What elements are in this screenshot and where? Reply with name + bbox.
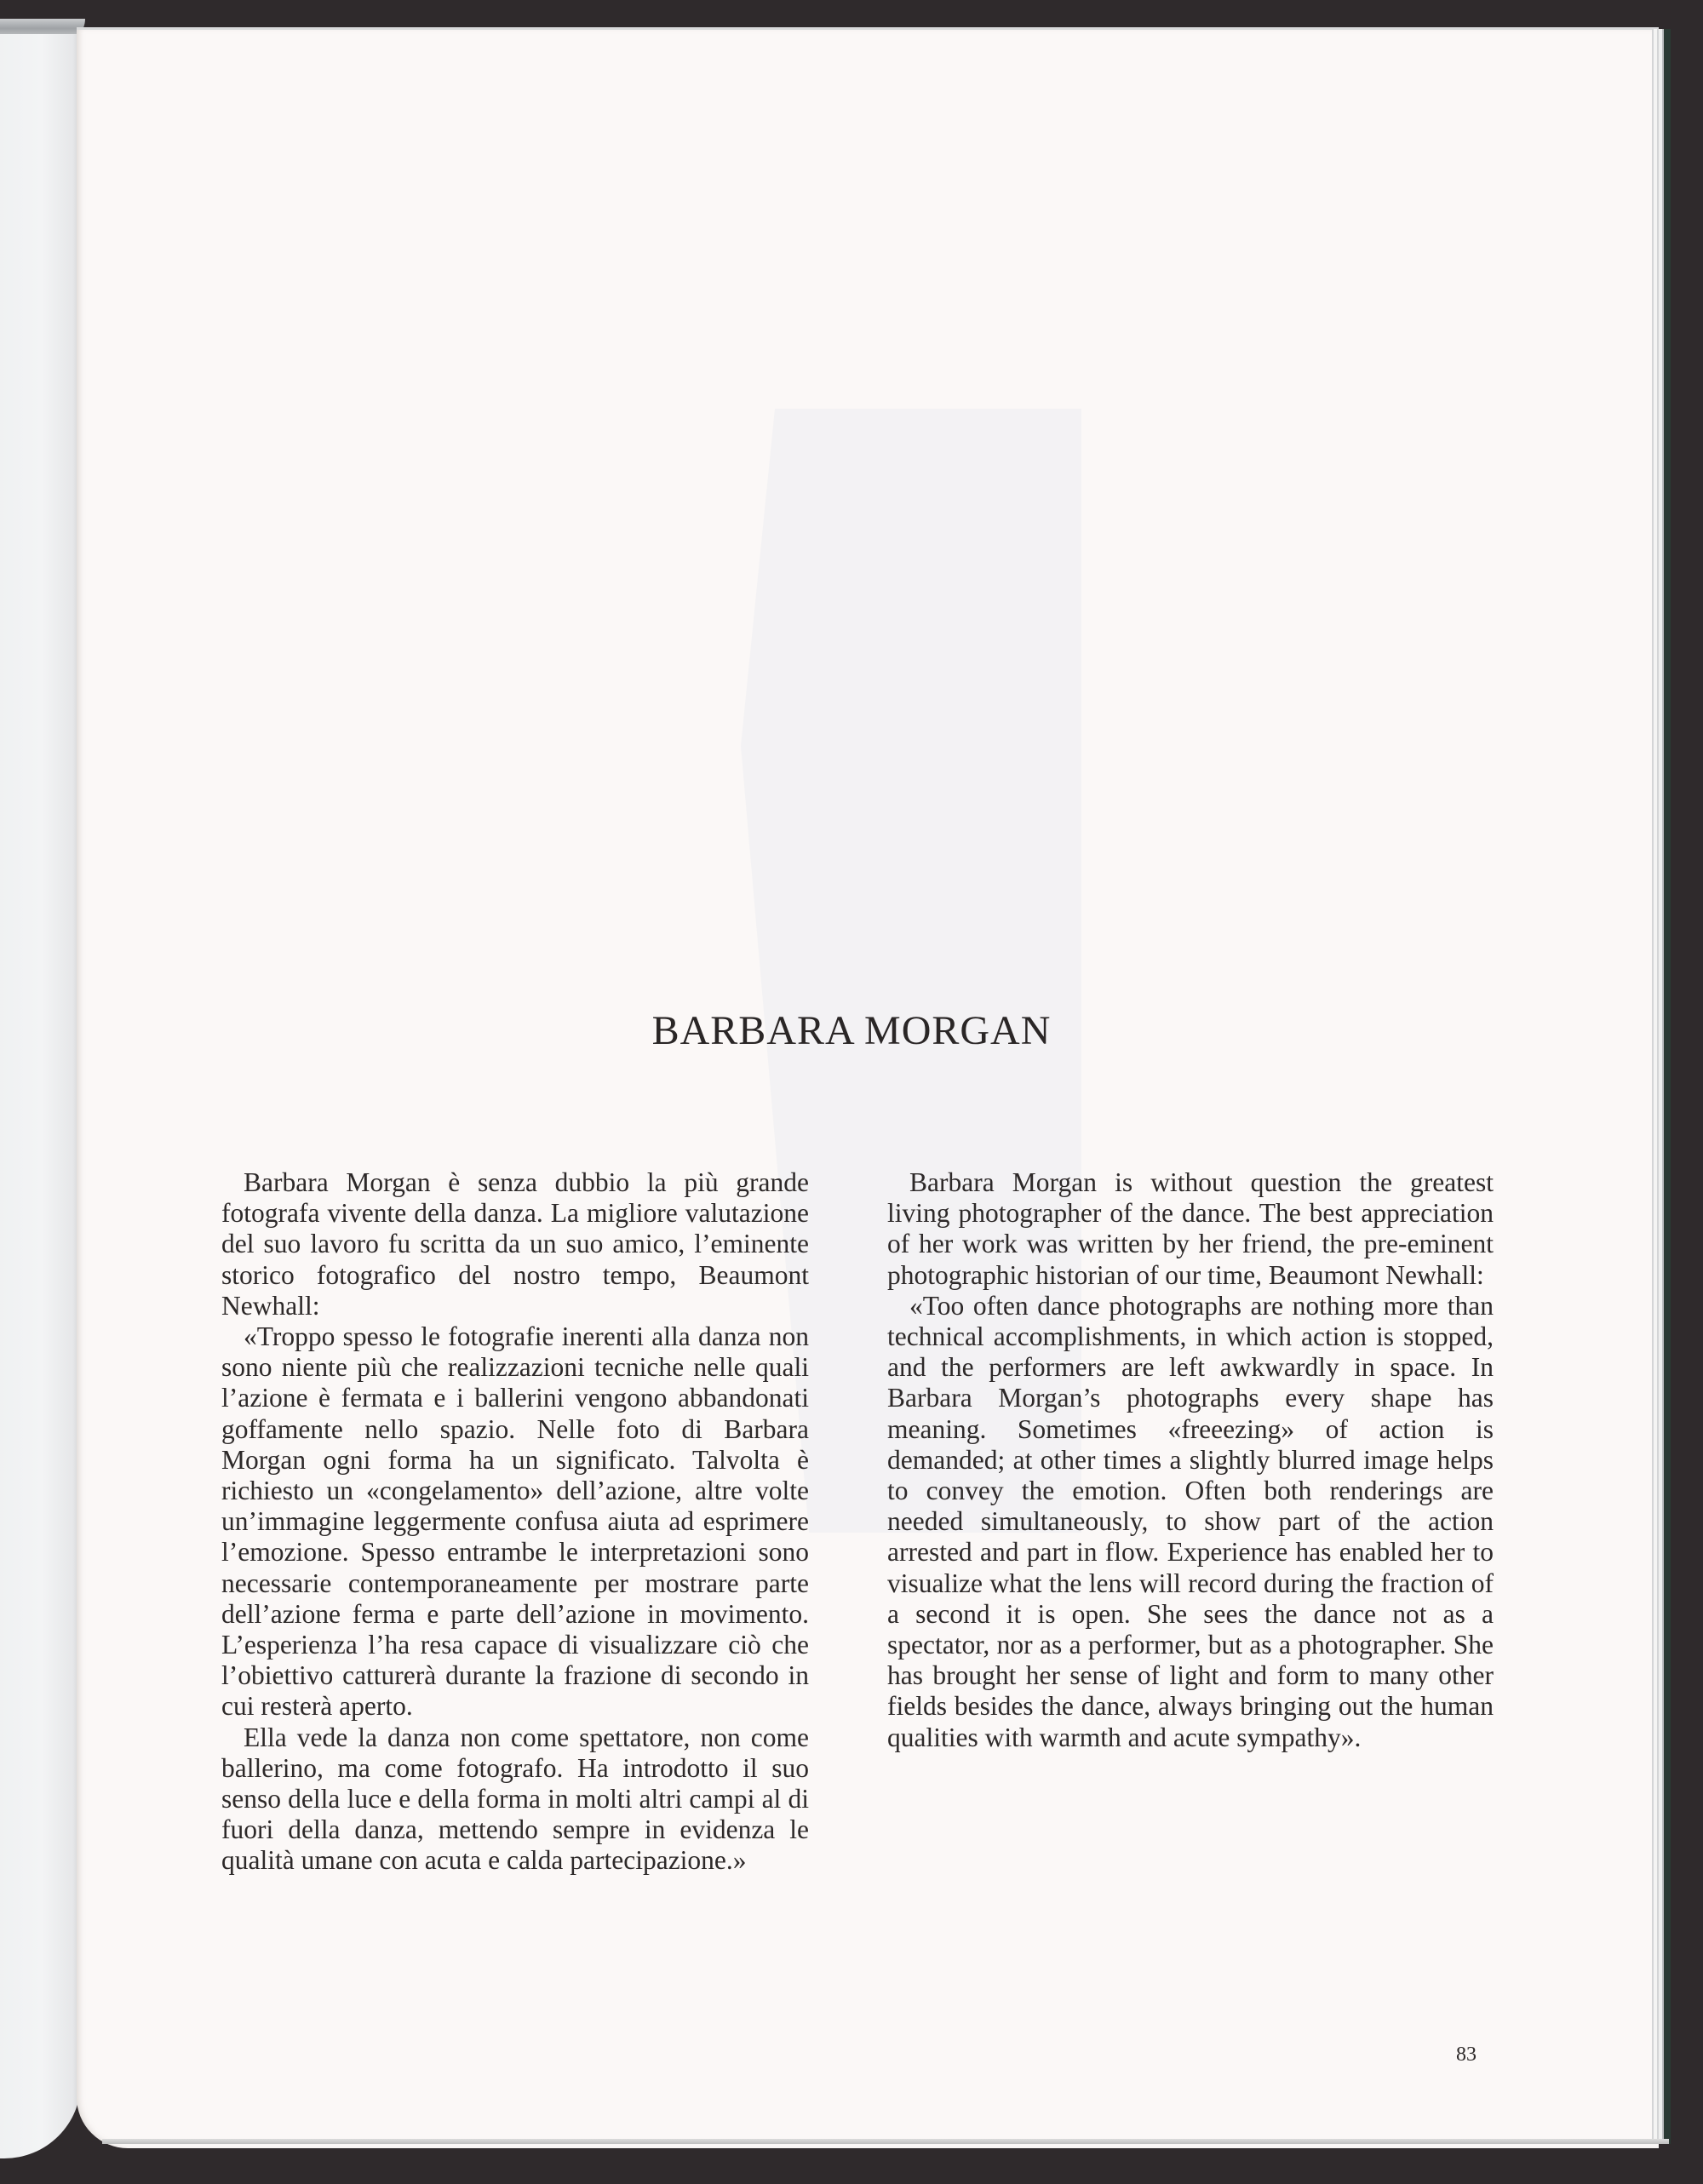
italian-text-column [221, 1167, 809, 1877]
paragraph: «Troppo spesso le fotografie inerenti alla danza non sono niente più che realizzazioni tecniche nelle quali l’azione è fermata e i ballerini vengono abbandonati goffamente nello spazio. Nelle foto di Barbara Morgan ogni forma ha un significato. Talvolta è richiesto un «congelamento» dell’azione, altre volte un’immagine leggermente confusa aiuta ad esprimere l’emozione. Spesso entrambe le interpretazioni sono necessarie contemporaneamente per mostrare parte dell’azione ferma e parte dell’azione in movimento. L’esperienza l’ha resa capace di visualizzare ciò che l’obiettivo catturerà durante la frazione di secondo in cui resterà aperto. [221, 1321, 809, 1722]
paragraph: Barbara Morgan is without question the greatest living photographer of the dance. The best appreciation of her work was written by her friend, the pre-eminent photographic historian of our time, Beaumont Newhall: [887, 1167, 1494, 1290]
paragraph: «Too often dance photographs are nothing more than technical accomplishments, in which action is stopped, and the performers are left awkwardly in space. In Barbara Morgan’s photographs every shape has meaning. Sometimes «freeezing» of action is demanded; at other times a slightly blurred image helps to convey the emotion. Often both renderings are needed simultaneously, to show part of the action arrested and part in flow. Experience has enabled her to visualize what the lens will record during the fraction of a second it is open. She sees the dance not as a spectator, nor as a performer, but as a photographer. She has brought her sense of light and form to many other fields besides the dance, always bringing out the human qualities with warmth and acute sympathy». [887, 1290, 1494, 1752]
paragraph: Ella vede la danza non come spettatore, non come ballerino, ma come fotografo. Ha introdotto il suo senso della luce e della forma in molti altri campi al di fuori della danza, mettendo sempre in evidenza le qualità umane con acuta e calda partecipazione.» [221, 1722, 809, 1876]
page-title: BARBARA MORGAN [651, 1008, 1052, 1053]
page-bottom-edge [102, 2139, 1669, 2144]
paragraph: Barbara Morgan è senza dubbio la più grande fotografa vivente della danza. La migliore valutazione del suo lavoro fu scritta da un suo amico, l’eminente storico fotografico del nostro tempo, Beaumont Newhall: [221, 1167, 809, 1321]
previous-page-curl [0, 34, 81, 2158]
cover-edge [1662, 29, 1671, 2144]
page-number: 83 [1456, 2044, 1477, 2066]
english-text-column [887, 1167, 1494, 1753]
